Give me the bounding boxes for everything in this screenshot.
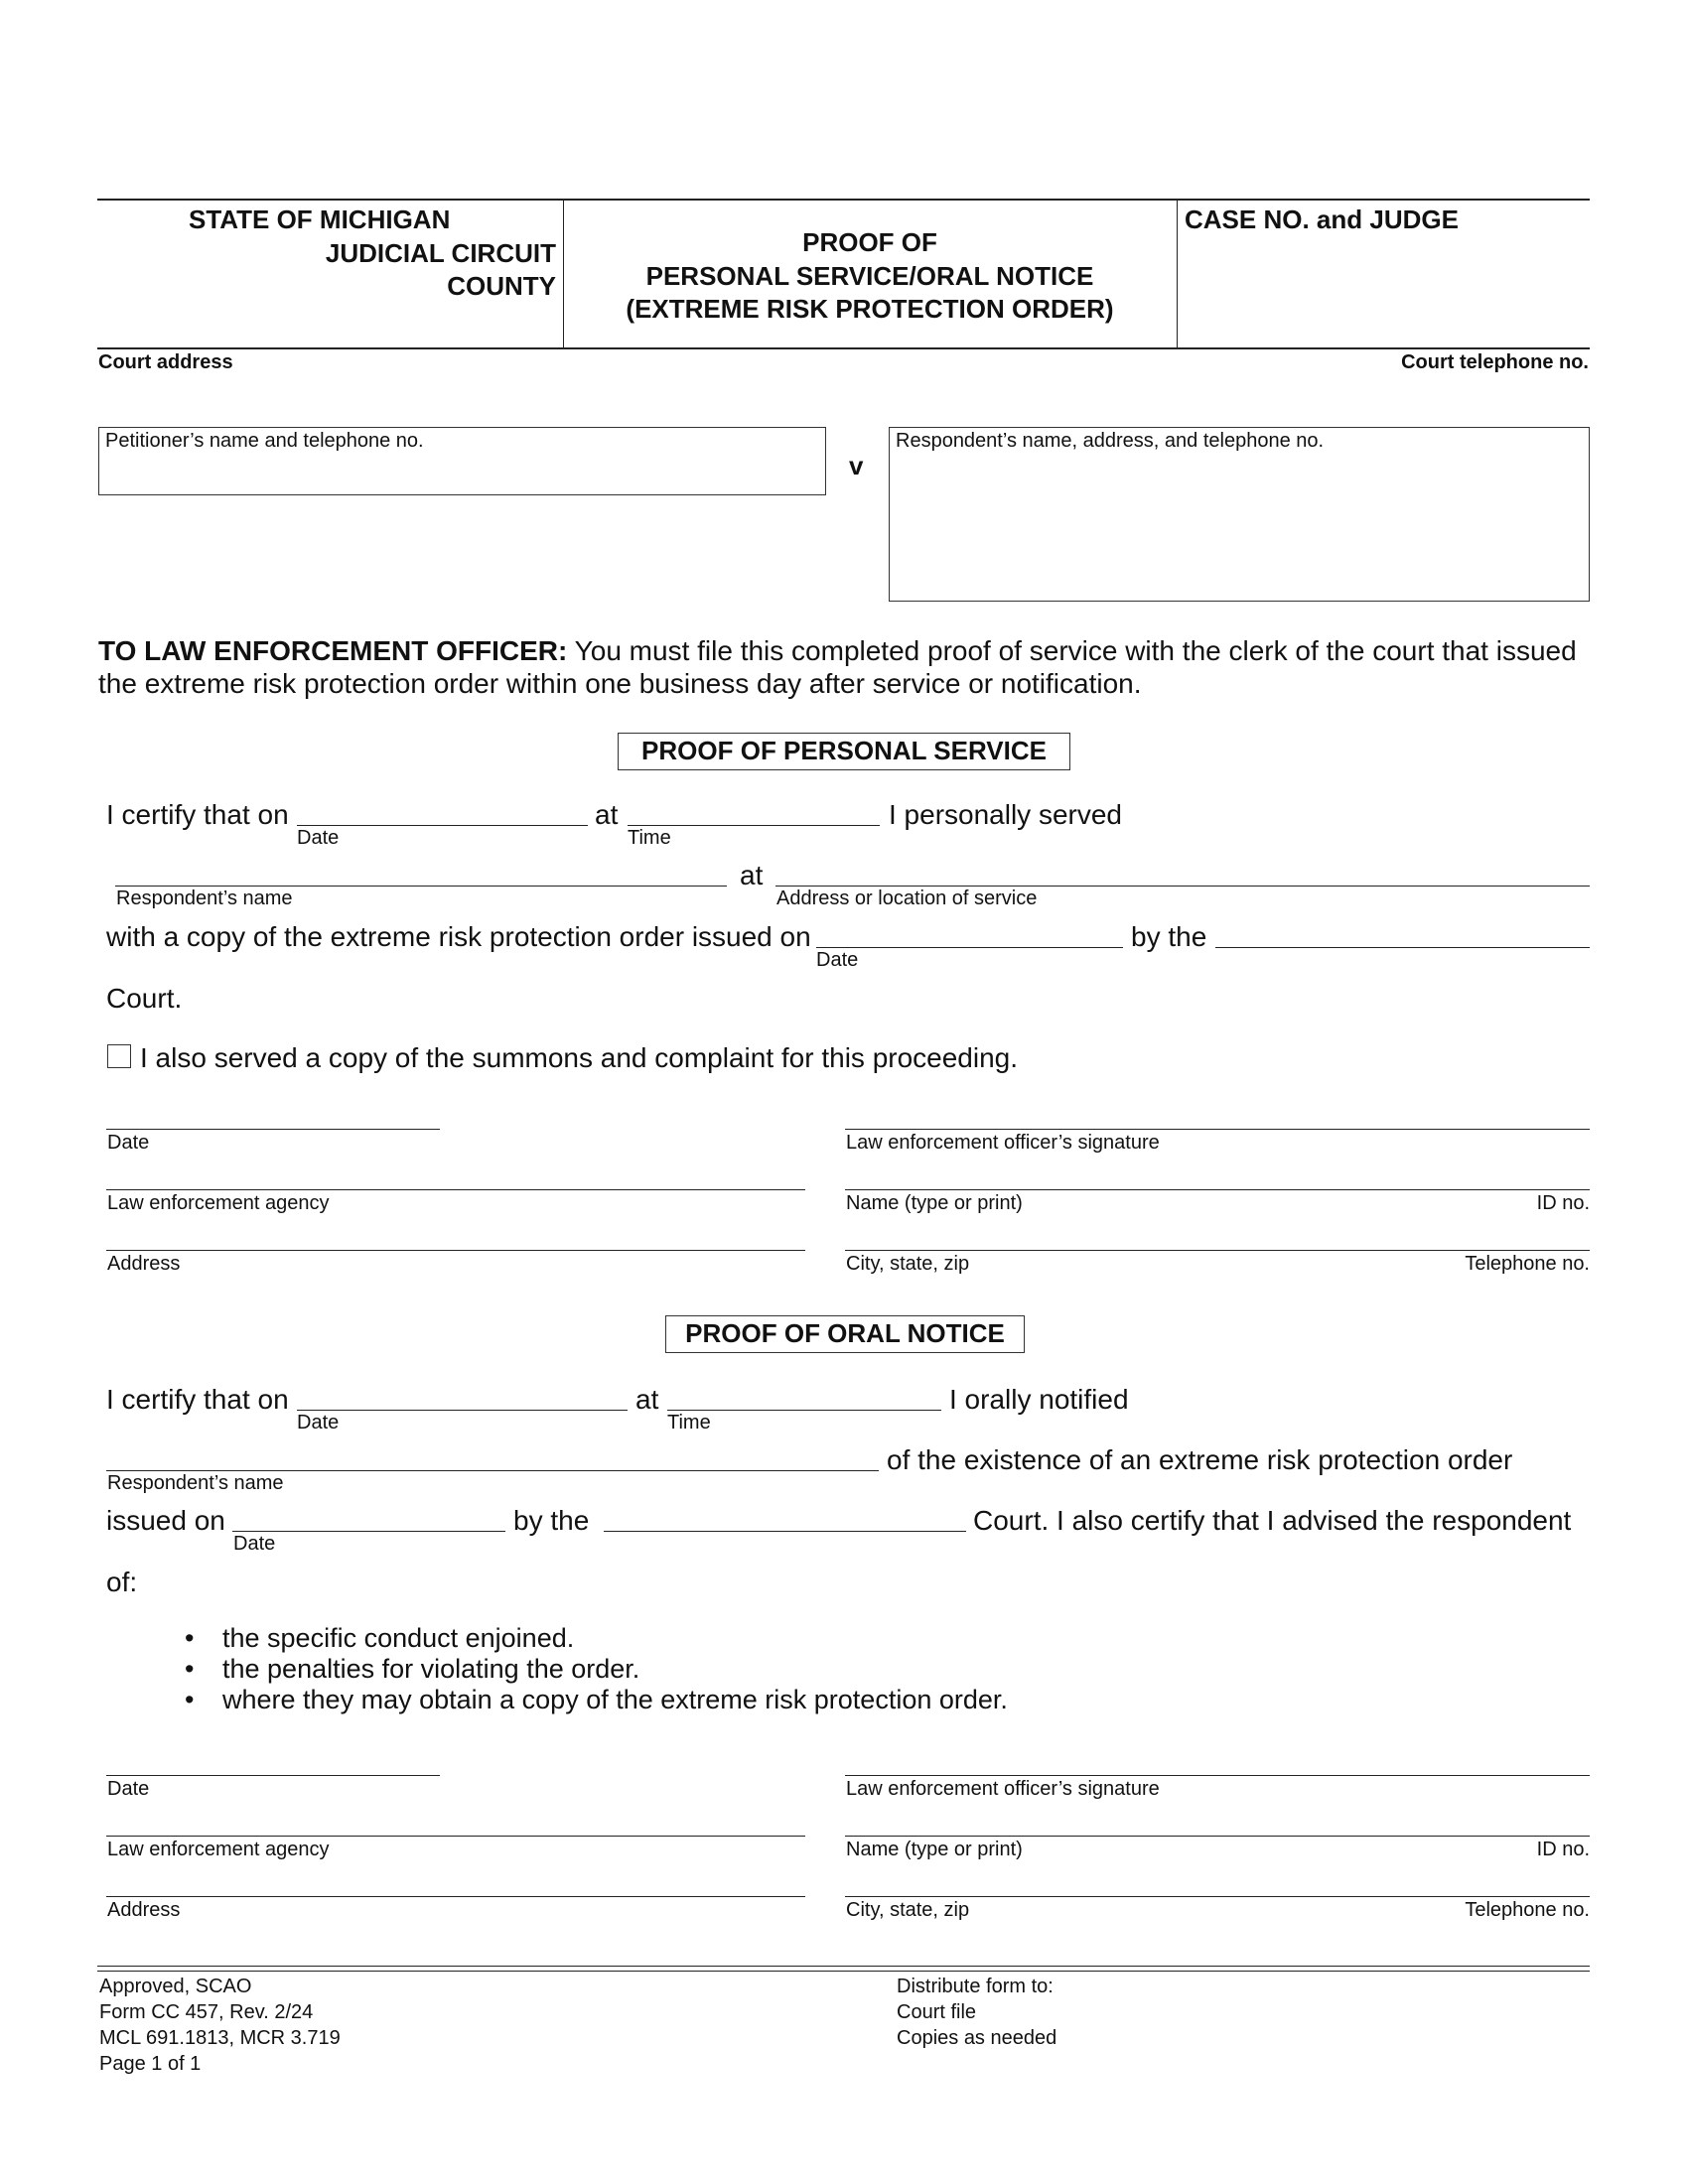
sig2-city-field[interactable] (845, 1896, 1590, 1897)
sig1-agency-label: Law enforcement agency (107, 1192, 330, 1214)
on-order-date-field[interactable] (232, 1531, 505, 1532)
on-court-certify-text: Court. I also certify that I advised the respondent (973, 1505, 1572, 1536)
officer-notice-lead: TO LAW ENFORCEMENT OFFICER: (98, 635, 568, 666)
on-notified-text: I orally notified (949, 1384, 1129, 1415)
sig2-agency-label: Law enforcement agency (107, 1839, 330, 1860)
summons-checkbox[interactable] (107, 1044, 131, 1068)
sig2-address-field[interactable] (106, 1896, 805, 1897)
sig2-agency-field[interactable] (106, 1836, 805, 1837)
versus-label: v (849, 451, 864, 480)
footer-form-number: Form CC 457, Rev. 2/24 (99, 2001, 314, 2023)
advisement-item: • the specific conduct enjoined. (185, 1623, 1008, 1654)
judicial-circuit-label: JUDICIAL CIRCUIT (325, 238, 556, 268)
ps-court-text: Court. (106, 983, 183, 1014)
sig1-address-label: Address (107, 1253, 181, 1275)
sig1-name-field[interactable] (845, 1189, 1590, 1190)
advisement-item: • where they may obtain a copy of the extreme risk protection order. (185, 1685, 1008, 1715)
sig1-telephone-label: Telephone no. (1465, 1253, 1590, 1275)
footer-mcl: MCL 691.1813, MCR 3.719 (99, 2027, 341, 2049)
advisement-item: • the penalties for violating the order. (185, 1654, 1008, 1685)
ps-respondent-caption: Respondent’s name (116, 887, 293, 909)
sig2-date-label: Date (107, 1778, 150, 1800)
footer-rule-1 (97, 1966, 1590, 1967)
on-issued-on-text: issued on (106, 1505, 225, 1536)
form-title-line1: PROOF OF (802, 227, 937, 257)
header-top-rule (97, 199, 1590, 201)
ps-order-date-field[interactable] (816, 947, 1123, 948)
on-existence-text: of the existence of an extreme risk protection order (887, 1444, 1513, 1475)
on-by-the-text: by the (513, 1505, 590, 1536)
header-divider-2 (1177, 200, 1178, 347)
state-label: STATE OF MICHIGAN (189, 205, 451, 234)
form-title-line2: PERSONAL SERVICE/ORAL NOTICE (645, 261, 1094, 291)
sig1-signature-label: Law enforcement officer’s signature (846, 1132, 1160, 1154)
on-respondent-caption: Respondent’s name (107, 1472, 284, 1494)
sig1-agency-field[interactable] (106, 1189, 805, 1190)
header-divider-1 (563, 200, 564, 347)
sig1-signature-field[interactable] (845, 1129, 1590, 1130)
ps-respondent-name-field[interactable] (115, 886, 727, 887)
footer-page: Page 1 of 1 (99, 2053, 202, 2075)
sig1-city-field[interactable] (845, 1250, 1590, 1251)
county-label: COUNTY (447, 271, 556, 301)
summons-checkbox-label: I also served a copy of the summons and complaint for this proceeding. (140, 1042, 1019, 1073)
on-time-field[interactable] (667, 1410, 941, 1411)
footer-distribute: Distribute form to: (897, 1976, 1054, 1997)
petitioner-box[interactable] (98, 427, 826, 495)
footer-copies: Copies as needed (897, 2027, 1057, 2049)
sig1-id-label: ID no. (1536, 1192, 1590, 1214)
sig2-address-label: Address (107, 1899, 181, 1921)
ps-date-field[interactable] (297, 825, 588, 826)
sig2-signature-label: Law enforcement officer’s signature (846, 1778, 1160, 1800)
footer-rule-2 (97, 1971, 1590, 1972)
ps-at2-text: at (740, 860, 764, 890)
footer-approved: Approved, SCAO (99, 1976, 252, 1997)
footer-court-file: Court file (897, 2001, 977, 2023)
form-title-line3: (EXTREME RISK PROTECTION ORDER) (626, 294, 1114, 324)
officer-notice-line1 (98, 635, 1598, 667)
sig1-city-label: City, state, zip (846, 1253, 970, 1275)
ps-address-caption: Address or location of service (776, 887, 1038, 909)
ps-certify-text: I certify that on (106, 799, 289, 830)
case-number-label: CASE NO. and JUDGE (1185, 205, 1459, 234)
ps-by-the-text: by the (1131, 921, 1207, 952)
oral-notice-heading: PROOF OF ORAL NOTICE (665, 1315, 1025, 1353)
sig1-date-label: Date (107, 1132, 150, 1154)
on-respondent-name-field[interactable] (106, 1470, 879, 1471)
on-at-text: at (635, 1384, 659, 1415)
sig1-address-field[interactable] (106, 1250, 805, 1251)
header-bottom-rule (97, 347, 1590, 349)
ps-date-caption: Date (297, 827, 340, 849)
sig2-telephone-label: Telephone no. (1465, 1899, 1590, 1921)
sig2-city-label: City, state, zip (846, 1899, 970, 1921)
sig2-name-field[interactable] (845, 1836, 1590, 1837)
sig1-name-label: Name (type or print) (846, 1192, 1023, 1214)
on-order-date-caption: Date (233, 1533, 276, 1555)
sig2-signature-field[interactable] (845, 1775, 1590, 1776)
court-address-label: Court address (98, 351, 233, 373)
on-date-caption: Date (297, 1412, 340, 1433)
ps-served-text: I personally served (889, 799, 1123, 830)
sig2-date-field[interactable] (106, 1775, 440, 1776)
respondent-label: Respondent’s name, address, and telephone no. (896, 430, 1325, 452)
advisement-list (185, 1623, 1008, 1715)
ps-time-field[interactable] (628, 825, 880, 826)
ps-time-caption: Time (628, 827, 671, 849)
ps-address-field[interactable] (775, 886, 1590, 887)
ps-court-field[interactable] (1215, 947, 1590, 948)
sig2-id-label: ID no. (1536, 1839, 1590, 1860)
on-time-caption: Time (667, 1412, 711, 1433)
ps-order-date-caption: Date (816, 949, 859, 971)
ps-copy-text: with a copy of the extreme risk protection order issued on (106, 921, 811, 952)
petitioner-label: Petitioner’s name and telephone no. (105, 430, 424, 452)
ps-at-text: at (595, 799, 619, 830)
court-telephone-label: Court telephone no. (1401, 351, 1589, 373)
sig2-name-label: Name (type or print) (846, 1839, 1023, 1860)
officer-notice-text1: You must file this completed proof of service with the clerk of the court that issued (574, 635, 1577, 666)
sig1-date-field[interactable] (106, 1129, 440, 1130)
on-court-field[interactable] (604, 1531, 966, 1532)
on-of-text: of: (106, 1567, 138, 1597)
respondent-box[interactable] (889, 427, 1590, 602)
officer-notice-line2: the extreme risk protection order within one business day after service or notification. (98, 668, 1142, 699)
on-certify-text: I certify that on (106, 1384, 289, 1415)
on-date-field[interactable] (297, 1410, 628, 1411)
personal-service-heading: PROOF OF PERSONAL SERVICE (618, 733, 1070, 770)
